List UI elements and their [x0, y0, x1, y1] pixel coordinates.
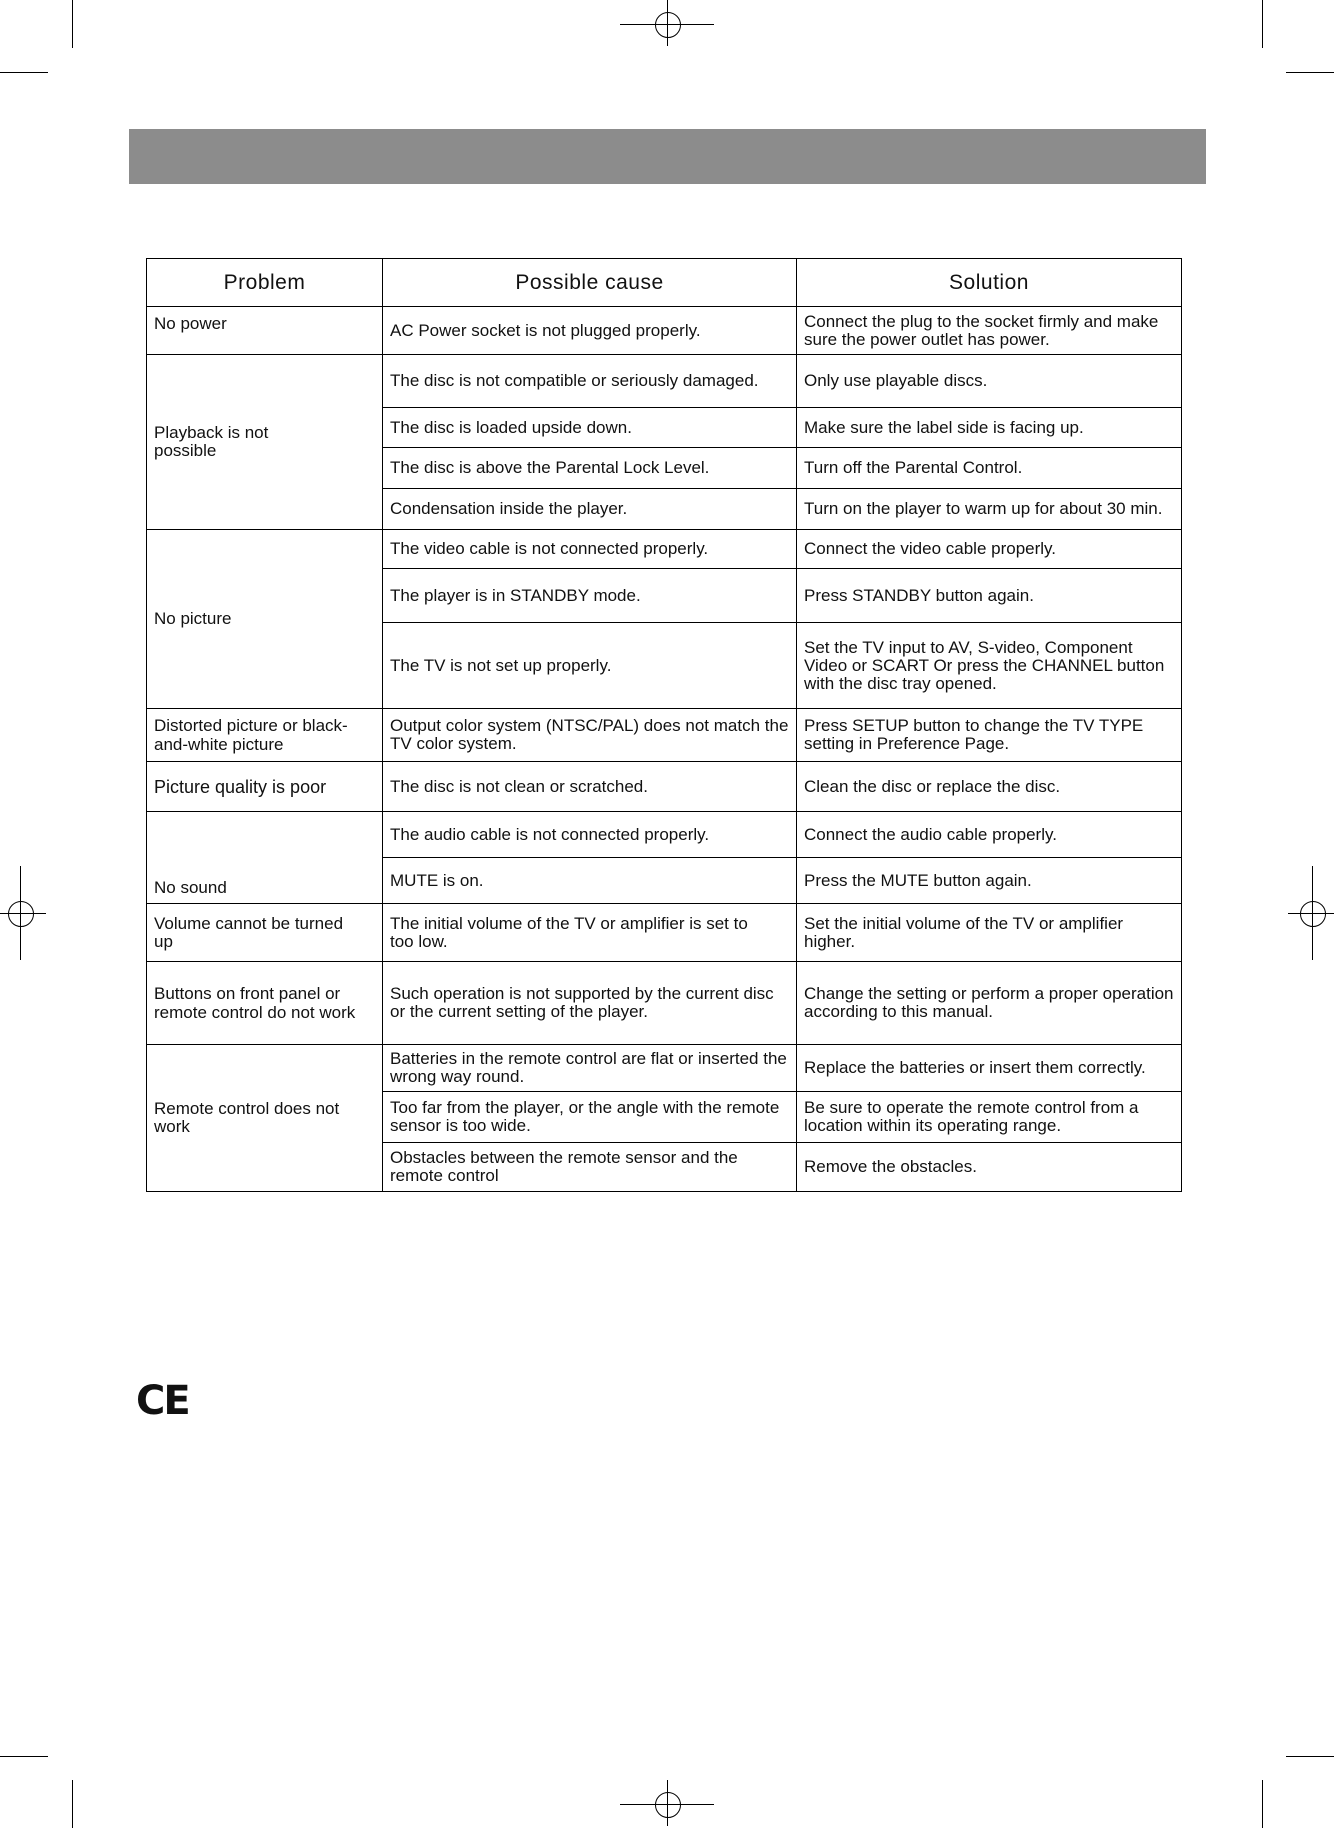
problem-cell: Playback is not possible	[147, 355, 383, 530]
crop-mark	[1286, 1756, 1334, 1757]
header-possible-cause: Possible cause	[383, 259, 797, 307]
cause-cell: The disc is loaded upside down.	[383, 408, 797, 448]
cause-cell: The initial volume of the TV or amplifier is set to too low.	[383, 904, 797, 962]
solution-cell: Connect the audio cable properly.	[797, 812, 1182, 858]
solution-cell: Press the MUTE button again.	[797, 858, 1182, 904]
table-row	[147, 762, 1182, 812]
cause-cell: The video cable is not connected properly.	[383, 530, 797, 569]
solution-cell: Be sure to operate the remote control from a location within its operating range.	[797, 1092, 1182, 1143]
crop-mark	[72, 0, 73, 48]
solution-cell: Remove the obstacles.	[797, 1143, 1182, 1192]
problem-cell: Remote control does not work	[147, 1045, 383, 1192]
solution-cell: Turn off the Parental Control.	[797, 448, 1182, 489]
cause-cell: Too far from the player, or the angle with the remote sensor is too wide.	[383, 1092, 797, 1143]
cause-cell: The player is in STANDBY mode.	[383, 569, 797, 623]
solution-cell: Change the setting or perform a proper operation according to this manual.	[797, 962, 1182, 1045]
cause-cell: Obstacles between the remote sensor and the remote control	[383, 1143, 797, 1192]
solution-cell: Clean the disc or replace the disc.	[797, 762, 1182, 812]
cause-cell: The TV is not set up properly.	[383, 623, 797, 709]
solution-cell: Connect the plug to the socket firmly and make sure the power outlet has power.	[797, 307, 1182, 355]
solution-cell: Press STANDBY button again.	[797, 569, 1182, 623]
cause-cell: The disc is above the Parental Lock Level.	[383, 448, 797, 489]
table-row	[147, 812, 1182, 858]
cause-cell: Batteries in the remote control are flat or inserted the wrong way round.	[383, 1045, 797, 1092]
cause-cell: MUTE is on.	[383, 858, 797, 904]
solution-cell: Connect the video cable properly.	[797, 530, 1182, 569]
cause-cell: The audio cable is not connected properly.	[383, 812, 797, 858]
cause-cell: Condensation inside the player.	[383, 489, 797, 530]
solution-cell: Set the TV input to AV, S-video, Component Video or SCART Or press the CHANNEL button with the disc tray opened.	[797, 623, 1182, 709]
table-row	[147, 530, 1182, 569]
table-row	[147, 1045, 1182, 1092]
header-bar	[129, 129, 1206, 184]
table-row	[147, 962, 1182, 1045]
ce-mark-logo: CE	[136, 1378, 189, 1424]
cause-cell: AC Power socket is not plugged properly.	[383, 307, 797, 355]
cause-cell: Such operation is not supported by the current disc or the current setting of the player.	[383, 962, 797, 1045]
problem-cell: No sound	[147, 812, 383, 904]
solution-cell: Turn on the player to warm up for about 30 min.	[797, 489, 1182, 530]
crop-mark	[0, 1756, 48, 1757]
problem-cell: Picture quality is poor	[147, 762, 383, 812]
troubleshooting-table	[146, 258, 1182, 1192]
problem-cell: No power	[147, 307, 383, 355]
problem-cell: Volume cannot be turned up	[147, 904, 383, 962]
crop-mark	[1262, 1780, 1263, 1828]
problem-cell: Distorted picture or black-and-white picture	[147, 709, 383, 762]
solution-cell: Replace the batteries or insert them correctly.	[797, 1045, 1182, 1092]
problem-cell: No picture	[147, 530, 383, 709]
crop-mark	[72, 1780, 73, 1828]
solution-cell: Set the initial volume of the TV or amplifier higher.	[797, 904, 1182, 962]
header-problem: Problem	[147, 259, 383, 307]
table-row	[147, 355, 1182, 408]
problem-cell: Buttons on front panel or remote control do not work	[147, 962, 383, 1045]
table-row	[147, 307, 1182, 355]
solution-cell: Only use playable discs.	[797, 355, 1182, 408]
crop-mark	[0, 72, 48, 73]
header-solution: Solution	[797, 259, 1182, 307]
table-header-row	[147, 259, 1182, 307]
table-row	[147, 709, 1182, 762]
crop-mark	[1262, 0, 1263, 48]
crop-mark	[1286, 72, 1334, 73]
cause-cell: The disc is not compatible or seriously damaged.	[383, 355, 797, 408]
table-row	[147, 904, 1182, 962]
solution-cell: Make sure the label side is facing up.	[797, 408, 1182, 448]
cause-cell: Output color system (NTSC/PAL) does not match the TV color system.	[383, 709, 797, 762]
cause-cell: The disc is not clean or scratched.	[383, 762, 797, 812]
solution-cell: Press SETUP button to change the TV TYPE setting in Preference Page.	[797, 709, 1182, 762]
